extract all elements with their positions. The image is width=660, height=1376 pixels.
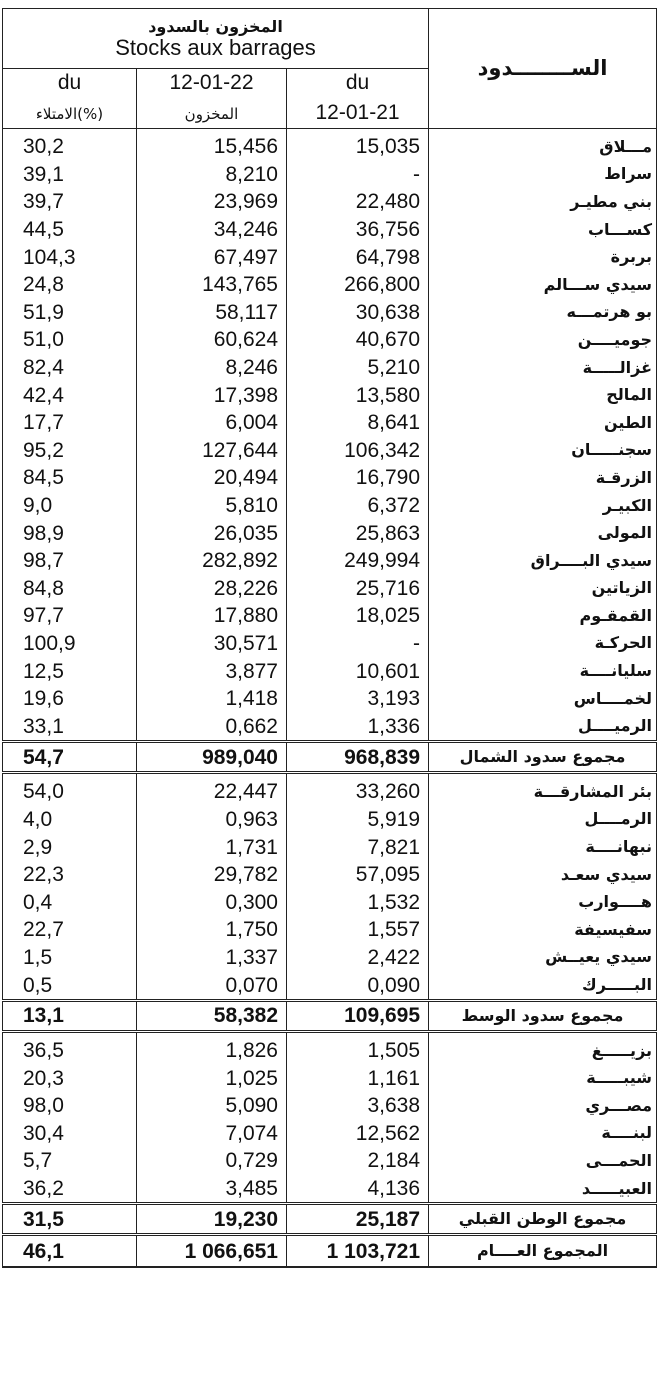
stock-cell: 22,447 bbox=[137, 773, 287, 806]
previous-stock-cell: 2,422 bbox=[287, 944, 429, 972]
dam-row bbox=[3, 773, 657, 806]
stock-cell: 15,456 bbox=[137, 129, 287, 161]
previous-stock-cell: 33,260 bbox=[287, 773, 429, 806]
dam-row bbox=[3, 1031, 657, 1064]
dam-row bbox=[3, 806, 657, 834]
previous-stock-cell: 57,095 bbox=[287, 861, 429, 889]
stock-title-fr: Stocks aux barrages bbox=[115, 34, 316, 60]
dam-row bbox=[3, 188, 657, 216]
dam-name-cell: بو هرتمـــه bbox=[429, 299, 657, 327]
dam-row bbox=[3, 1175, 657, 1204]
dam-name-cell: القمقـوم bbox=[429, 602, 657, 630]
fill-percent-cell: 51,0 bbox=[3, 326, 137, 354]
dam-row bbox=[3, 129, 657, 161]
stock-cell: 5,090 bbox=[137, 1092, 287, 1120]
dam-row bbox=[3, 381, 657, 409]
dam-name-cell: الكبيـر bbox=[429, 492, 657, 520]
previous-stock-cell: 1,336 bbox=[287, 712, 429, 741]
dam-row bbox=[3, 1092, 657, 1120]
dam-name-cell: مجموع سدود الوسط bbox=[429, 1000, 657, 1031]
fill-percent-cell: 46,1 bbox=[3, 1235, 137, 1268]
previous-stock-cell: 5,210 bbox=[287, 354, 429, 382]
region-total-row bbox=[3, 1000, 657, 1031]
dam-name-cell: مـــلاق bbox=[429, 129, 657, 161]
fill-percent-cell: 5,7 bbox=[3, 1147, 137, 1175]
previous-stock-cell: 18,025 bbox=[287, 602, 429, 630]
fill-percent-cell: 97,7 bbox=[3, 602, 137, 630]
previous-stock-cell: 1,505 bbox=[287, 1031, 429, 1064]
dam-name-cell: الطين bbox=[429, 409, 657, 437]
stock-cell: 0,300 bbox=[137, 888, 287, 916]
previous-stock-cell: 15,035 bbox=[287, 129, 429, 161]
stock-cell: 1 066,651 bbox=[137, 1235, 287, 1268]
stock-cell: 29,782 bbox=[137, 861, 287, 889]
stock-cell: 127,644 bbox=[137, 437, 287, 465]
fill-percent-cell: 31,5 bbox=[3, 1204, 137, 1235]
fill-percent-cell: 51,9 bbox=[3, 299, 137, 327]
fill-du-label: du bbox=[3, 69, 137, 97]
region-total-row bbox=[3, 1204, 657, 1235]
header-row-title bbox=[3, 9, 657, 69]
dam-name-cell: مجموع الوطن القبلي bbox=[429, 1204, 657, 1235]
dam-name-cell: هــــوارب bbox=[429, 888, 657, 916]
dam-name-cell: شيبـــــة bbox=[429, 1064, 657, 1092]
stock-column-header bbox=[137, 97, 287, 129]
stock-cell: 1,337 bbox=[137, 944, 287, 972]
dam-row bbox=[3, 409, 657, 437]
fill-percent-cell: 17,7 bbox=[3, 409, 137, 437]
previous-stock-cell: 266,800 bbox=[287, 271, 429, 299]
previous-stock-cell: 1,161 bbox=[287, 1064, 429, 1092]
dam-row bbox=[3, 243, 657, 271]
stock-cell: 0,963 bbox=[137, 806, 287, 834]
fill-percent-cell: 19,6 bbox=[3, 685, 137, 713]
previous-stock-cell: 968,839 bbox=[287, 742, 429, 773]
fill-percent-cell: 82,4 bbox=[3, 354, 137, 382]
dam-name-cell: سليانــــة bbox=[429, 657, 657, 685]
dam-row bbox=[3, 492, 657, 520]
dam-row bbox=[3, 161, 657, 189]
stock-cell: 8,210 bbox=[137, 161, 287, 189]
previous-stock-cell: 109,695 bbox=[287, 1000, 429, 1031]
prev-date: 12-01-21 bbox=[287, 97, 429, 129]
previous-stock-cell: 5,919 bbox=[287, 806, 429, 834]
dam-row bbox=[3, 944, 657, 972]
stock-cell: 1,025 bbox=[137, 1064, 287, 1092]
dam-name-cell: سيدي سعـد bbox=[429, 861, 657, 889]
dam-name-cell: جوميــــن bbox=[429, 326, 657, 354]
fill-percent-cell: 30,2 bbox=[3, 129, 137, 161]
fill-percent-cell: 22,3 bbox=[3, 861, 137, 889]
fill-percent-cell: 36,5 bbox=[3, 1031, 137, 1064]
previous-stock-cell: 16,790 bbox=[287, 464, 429, 492]
stock-cell: 67,497 bbox=[137, 243, 287, 271]
fill-column-header bbox=[3, 97, 137, 129]
fill-percent-cell: 30,4 bbox=[3, 1120, 137, 1148]
stock-title-ar: المخزون بالسدود bbox=[148, 16, 283, 36]
fill-percent-cell: 54,7 bbox=[3, 742, 137, 773]
dam-name-cell: الحركـة bbox=[429, 630, 657, 658]
fill-percent-cell: 100,9 bbox=[3, 630, 137, 658]
stock-cell: 1,826 bbox=[137, 1031, 287, 1064]
dam-name-cell: غزالـــــة bbox=[429, 354, 657, 382]
grand-total-row bbox=[3, 1235, 657, 1268]
dam-row bbox=[3, 1120, 657, 1148]
fill-percent-cell: 54,0 bbox=[3, 773, 137, 806]
fill-percent-cell: 1,5 bbox=[3, 944, 137, 972]
region-total-row bbox=[3, 742, 657, 773]
stock-cell: 8,246 bbox=[137, 354, 287, 382]
stock-cell: 23,969 bbox=[137, 188, 287, 216]
dam-row bbox=[3, 685, 657, 713]
previous-stock-cell: 10,601 bbox=[287, 657, 429, 685]
dam-name-cell: المجموع العــــام bbox=[429, 1235, 657, 1268]
fill-percent-cell: 84,8 bbox=[3, 575, 137, 603]
dam-row bbox=[3, 1064, 657, 1092]
stock-cell: 989,040 bbox=[137, 742, 287, 773]
previous-stock-cell: 22,480 bbox=[287, 188, 429, 216]
stock-cell: 1,731 bbox=[137, 833, 287, 861]
stock-cell: 0,662 bbox=[137, 712, 287, 741]
fill-percent-cell: 24,8 bbox=[3, 271, 137, 299]
previous-stock-cell: 7,821 bbox=[287, 833, 429, 861]
dam-name-cell: كســـاب bbox=[429, 216, 657, 244]
dam-row bbox=[3, 833, 657, 861]
dam-name-cell: البـــــرك bbox=[429, 971, 657, 1000]
dam-row bbox=[3, 216, 657, 244]
stock-cell: 58,117 bbox=[137, 299, 287, 327]
fill-percent-cell: 39,7 bbox=[3, 188, 137, 216]
fill-percent-cell: 98,0 bbox=[3, 1092, 137, 1120]
fill-percent-cell: 9,0 bbox=[3, 492, 137, 520]
dam-name-cell: مجموع سدود الشمال bbox=[429, 742, 657, 773]
dam-name-cell: لبنــــة bbox=[429, 1120, 657, 1148]
dam-name-cell: الرمــــل bbox=[429, 806, 657, 834]
dam-row bbox=[3, 712, 657, 741]
previous-stock-cell: 12,562 bbox=[287, 1120, 429, 1148]
dam-name-cell: بربرة bbox=[429, 243, 657, 271]
stock-cell: 19,230 bbox=[137, 1204, 287, 1235]
fill-percent-cell: 33,1 bbox=[3, 712, 137, 741]
fill-percent-cell: 95,2 bbox=[3, 437, 137, 465]
fill-percent-cell: 98,7 bbox=[3, 547, 137, 575]
stock-cell: 282,892 bbox=[137, 547, 287, 575]
stock-cell: 60,624 bbox=[137, 326, 287, 354]
stock-cell: 30,571 bbox=[137, 630, 287, 658]
dam-row bbox=[3, 299, 657, 327]
previous-stock-cell: 1 103,721 bbox=[287, 1235, 429, 1268]
previous-stock-cell: - bbox=[287, 630, 429, 658]
stock-cell: 7,074 bbox=[137, 1120, 287, 1148]
previous-stock-cell: - bbox=[287, 161, 429, 189]
previous-stock-cell: 64,798 bbox=[287, 243, 429, 271]
stock-cell: 6,004 bbox=[137, 409, 287, 437]
dam-name-cell: المولى bbox=[429, 519, 657, 547]
fill-percent-cell: 0,5 bbox=[3, 971, 137, 1000]
stock-title-cell bbox=[3, 9, 429, 69]
dam-name-cell: الزرقـة bbox=[429, 464, 657, 492]
fill-percent-cell: 39,1 bbox=[3, 161, 137, 189]
dam-name-cell: الحمـــى bbox=[429, 1147, 657, 1175]
dam-name-cell: سفيسيفة bbox=[429, 916, 657, 944]
stock-cell: 3,485 bbox=[137, 1175, 287, 1204]
dam-name-cell: بئر المشارقـــة bbox=[429, 773, 657, 806]
dam-row bbox=[3, 971, 657, 1000]
fill-percent-cell: 4,0 bbox=[3, 806, 137, 834]
dam-name-cell: العبيـــــد bbox=[429, 1175, 657, 1204]
stock-cell: 143,765 bbox=[137, 271, 287, 299]
stock-cell: 1,418 bbox=[137, 685, 287, 713]
dam-name-cell: نبهانــــة bbox=[429, 833, 657, 861]
dam-name-cell: مصـــري bbox=[429, 1092, 657, 1120]
stock-cell: 17,880 bbox=[137, 602, 287, 630]
fill-percent-cell: 104,3 bbox=[3, 243, 137, 271]
dam-row bbox=[3, 437, 657, 465]
previous-stock-cell: 30,638 bbox=[287, 299, 429, 327]
dam-row bbox=[3, 1147, 657, 1175]
fill-percent-cell: 84,5 bbox=[3, 464, 137, 492]
stock-cell: 34,246 bbox=[137, 216, 287, 244]
dam-name-cell: الرميــــل bbox=[429, 712, 657, 741]
stock-cell: 0,070 bbox=[137, 971, 287, 1000]
fill-percent-cell: 44,5 bbox=[3, 216, 137, 244]
previous-stock-cell: 36,756 bbox=[287, 216, 429, 244]
dam-name-cell: سجنـــــان bbox=[429, 437, 657, 465]
previous-stock-cell: 25,716 bbox=[287, 575, 429, 603]
previous-stock-cell: 249,994 bbox=[287, 547, 429, 575]
dam-name-cell: المالح bbox=[429, 381, 657, 409]
stock-cell: 0,729 bbox=[137, 1147, 287, 1175]
dam-row bbox=[3, 575, 657, 603]
dam-row bbox=[3, 916, 657, 944]
previous-stock-cell: 2,184 bbox=[287, 1147, 429, 1175]
dam-row bbox=[3, 354, 657, 382]
dam-name-cell: سراط bbox=[429, 161, 657, 189]
dam-name-cell: سيدي يعيــش bbox=[429, 944, 657, 972]
previous-stock-cell: 3,638 bbox=[287, 1092, 429, 1120]
stock-cell: 1,750 bbox=[137, 916, 287, 944]
dams-column-header: الســــــــدود bbox=[429, 9, 657, 129]
previous-stock-cell: 1,557 bbox=[287, 916, 429, 944]
stock-cell: 58,382 bbox=[137, 1000, 287, 1031]
previous-stock-cell: 3,193 bbox=[287, 685, 429, 713]
dam-name-cell: سيدي البــــراق bbox=[429, 547, 657, 575]
previous-stock-cell: 8,641 bbox=[287, 409, 429, 437]
fill-percent-cell: 36,2 bbox=[3, 1175, 137, 1204]
dam-name-cell: سيدي ســـالم bbox=[429, 271, 657, 299]
stock-cell: 3,877 bbox=[137, 657, 287, 685]
previous-stock-cell: 106,342 bbox=[287, 437, 429, 465]
dam-row bbox=[3, 547, 657, 575]
previous-stock-cell: 6,372 bbox=[287, 492, 429, 520]
dam-row bbox=[3, 519, 657, 547]
dam-row bbox=[3, 602, 657, 630]
dam-name-cell: بني مطيـر bbox=[429, 188, 657, 216]
stock-cell: 5,810 bbox=[137, 492, 287, 520]
prev-du-label: du bbox=[287, 69, 429, 97]
stock-cell: 17,398 bbox=[137, 381, 287, 409]
previous-stock-cell: 25,863 bbox=[287, 519, 429, 547]
dam-name-cell: لخمــــاس bbox=[429, 685, 657, 713]
dam-row bbox=[3, 630, 657, 658]
previous-stock-cell: 1,532 bbox=[287, 888, 429, 916]
dam-row bbox=[3, 861, 657, 889]
stock-cell: 28,226 bbox=[137, 575, 287, 603]
dam-name-cell: الزياتين bbox=[429, 575, 657, 603]
fill-percent-cell: 13,1 bbox=[3, 1000, 137, 1031]
fill-percent-cell: 20,3 bbox=[3, 1064, 137, 1092]
dam-row bbox=[3, 326, 657, 354]
fill-percent-cell: 2,9 bbox=[3, 833, 137, 861]
dam-row bbox=[3, 888, 657, 916]
dam-row bbox=[3, 271, 657, 299]
dam-stocks-table bbox=[2, 8, 657, 1268]
previous-stock-cell: 25,187 bbox=[287, 1204, 429, 1235]
dam-row bbox=[3, 657, 657, 685]
stock-label: المخزون bbox=[184, 104, 239, 123]
previous-stock-cell: 0,090 bbox=[287, 971, 429, 1000]
dam-name-cell: بزيـــــغ bbox=[429, 1031, 657, 1064]
previous-stock-cell: 40,670 bbox=[287, 326, 429, 354]
fill-label: الامتلاء(%) bbox=[35, 104, 104, 123]
fill-percent-cell: 0,4 bbox=[3, 888, 137, 916]
previous-stock-cell: 13,580 bbox=[287, 381, 429, 409]
dam-row bbox=[3, 464, 657, 492]
stock-cell: 26,035 bbox=[137, 519, 287, 547]
fill-percent-cell: 22,7 bbox=[3, 916, 137, 944]
stock-cell: 20,494 bbox=[137, 464, 287, 492]
fill-percent-cell: 12,5 bbox=[3, 657, 137, 685]
previous-stock-cell: 4,136 bbox=[287, 1175, 429, 1204]
fill-percent-cell: 98,9 bbox=[3, 519, 137, 547]
fill-percent-cell: 42,4 bbox=[3, 381, 137, 409]
stock-date: 12-01-22 bbox=[137, 69, 287, 97]
